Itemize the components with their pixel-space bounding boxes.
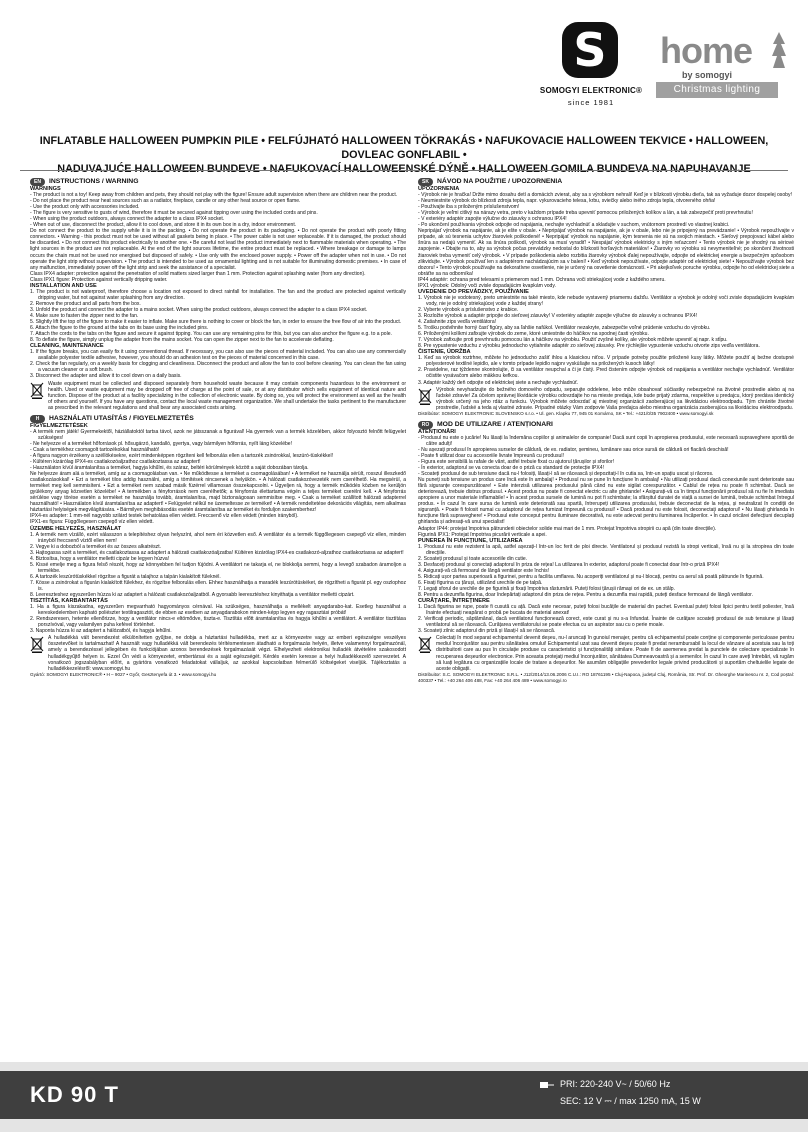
list-item: 3. Naponta húzza ki az adaptert a hálózatból, és hagyja lehűlni.: [30, 628, 172, 635]
warnings-title: FIGYELMEZTETÉSEK: [30, 422, 88, 429]
waste-text: Waste equipment must be collected and disposed separately from household waste because it may contain components hazardous to the environment or health. Used or waste equipment may be dropped off free of charge at the point of sale, or at any distributor which sells equipment of identical nature and function. Dispose of the product at a facility specializing in the collection of electronic waste. By doing so, you will protect the environment as well as the health of others and yourself. If you have any questions, contact the local waste management organization. We shall undertake the tasks pertinent to the manufacturer as prescribed in the relevant regulations and shall bear any associated costs arising.: [48, 380, 406, 411]
list-item: 5. Ridicați ușor partea superioară a figurinei, pentru a facilita umflarea. Nu acoperiți ventilatorul și nu-l blocați, pentru ca aerul să poată pătrunde în figurină.: [418, 573, 764, 580]
spec-primary: PRI: 220-240 V~ / 50/60 Hz: [560, 1079, 671, 1089]
list-item: 3. Rozložte výrobok a adaptér pripojte do sieťovej zásuvky! V exteriéry adaptér zapojte výlučne do zásuvky s ochranou IPX4!: [418, 312, 698, 319]
paragraph: IPX1 výrobok: Odolný voči zvisle dopadajúcim kvapkám vody.: [418, 282, 556, 289]
header: [0, 0, 808, 112]
list-item: 2. Scoateți produsul și toate accesoriile din cutie.: [418, 555, 528, 562]
list-item: 8. Leereszteshez egyszerűen húzza ki az adaptert a hálózati csatlakozóaljzatból. A gyorsabb leeresztéshez kinyithatja a ventilátor melletti cipzárt.: [30, 592, 355, 599]
install-title: PUNEREA ÎN FUNCȚIUNE, UTILIZAREA: [418, 537, 523, 544]
divider: [20, 170, 788, 171]
list-item: 7. Kösse a zsinórokat a figurán kialakított fülekhez, és rögzítse felborulás ellen. Ehhez használhatja a maradék leszúrótüskéket, de rögzítheti a figurát pl. egy oszlophoz is.: [30, 579, 406, 592]
list-item: 6. A tartozék leszúrótüskékkel rögzítse a figurát a talajhoz a talpán kialakított füleknél.: [30, 573, 221, 580]
list-item: 3. Adaptér každý deň odpojte od elektrickej siete a nechajte vychladnúť.: [418, 379, 579, 386]
list-item: 1. Produsul nu este rezistent la apă, astfel așezați-l într-un loc ferit de ploi directe. Ventilatorul și produsul rezistă la stropi verticali, însă nu și la stropirea din toate direcțiile.: [418, 543, 794, 556]
list-item: - În exterior, adaptorul se va conecta doar de o priză cu standard de protecție IPX4!: [418, 465, 605, 472]
list-item: 2. Verificați periodic, săptămânal, dacă ventilatorul funcționează corect, este curat și nu s-a înfundat. Înainte de curățare scoateți produsul de sub tensiune și lăsați ventilatorul să se răcească. Curățarea ventilatorului se poate efectua cu un aspirator sau cu o perie moale.: [418, 616, 794, 629]
paragraph: Adaptor IP44: protejat împotriva pătrunderii obiectelor solide mai mari de 1 mm. Protejat împotriva stropirii cu apă (din toate direcțiile).: [418, 525, 717, 532]
list-item: - Používajte iba s priloženým príslušenstvom!: [418, 204, 520, 211]
section-hu: [30, 415, 406, 678]
somogyi-logo: S: [562, 22, 618, 78]
section-sk: [418, 178, 794, 417]
list-item: - Nu așezați produsul în apropierea surselor de căldură, de ex. radiator, șemineu, lumânare sau orice sursă de căldură ori flacără deschisă!: [418, 446, 729, 453]
list-item: 2. Rendszeresen, hetente ellenőrizze, hogy a ventilátor nincs-e eltömődve, tiszta-e. Tisztítás előtt áramtalanítsa és hagyja kihűlni a ventilátort. A ventilátor tisztítása porszívóval, vagy valamilyen puha kefével történhet.: [30, 616, 406, 629]
paragraph: Nepripájať výrobok na napájanie, ak je ešte v obale. • Nepripájať výrobok na napájanie, ak je v obale, lebo nie je pripojený na prevádzanie! • Výrobok nepoužívajte v prípade, ak sú tesnenia uchytov žiarovíek poškodené! • Nepripájať výrobok na napájanie, kým tesnenia nie sú na svojich miestach. • Sieťový prepojovací kábel alebo šnúra sa nedajú vymeniť. Ak sa šnúra poškodí, výrobok sa musí vyradiť! • Nespájať výrobok elektricky s iným reťazcom! • Tento výrobok nie je vhodný na sériové zapojenie. • Dbajte na to, aby sa výrobok počas prevádzky nedostal do blízkosti horľavých materiálov! • Žiarovky vo výrobku sú nevymeniteľné; po skončení životnosti žiaroviek treba vymeniť celý výrobok. • V prípade poškodenia alebo rozbitia žiarovky výrobok ďalej nepoužívajte, odpojte od elektrickej energie a bezpečným spôsobom zlikvidujte. • Výrobok používať len s adaptérom nachádzajúcim sa v balení! • Keď výrobok nepoužívate, odpojte adaptér od elektrickej siete! • Nepoužívajte výrobok bez dozoru! • Tento výrobok používajte na dekoratívne osvetlenie, nie je určený na osvetlenie domácností. • Pri akejkoľvek poruche výrobku, odpojte ho od elektrickej siete a obráťte sa na odborníka!: [418, 228, 794, 277]
home-logo: [656, 30, 788, 100]
brand-since: since 1981: [567, 98, 615, 107]
title-line-1: INFLATABLE HALLOWEEN PUMPKIN PILE • FELFÚJHATÓ HALLOWEEN TÖKRAKÁS • NAFUKOVACIE HALLOWEEN TEKVICE • HALLOWEEN, DOVLEAC GONFLABIL •: [39, 135, 769, 161]
section-en: [30, 178, 406, 411]
heading-text: MOD DE UTILIZARE / ATENȚIONARI: [437, 420, 553, 428]
list-item: 3. Unfold the product and connect the adapter to a mains socket. When using the product outdoors, always connect the adapter to a class IPX4 socket.: [30, 306, 368, 313]
right-column: [418, 178, 794, 688]
list-item: 1. The product is not waterproof, therefore choose a location not exposed to direct rainfall for installation. The fan and the product are protected against vertically dripping water, but not against water splashing from any direction.: [30, 288, 406, 301]
list-item: - V exteriéry adaptér zapojte výlučne do zásuvky s ochranou IPX4!: [418, 216, 567, 223]
list-item: 2. Pravidelne, raz týždenne skontrolujte, či sa ventilátor neupchal a či je čistý. Pred čistením odpojte výrobok od napájania a ventilátor nechajte vychladnúť. Ventilátor očistite vysávačom alebo mäkkou kefkou.: [418, 367, 794, 380]
list-item: - Kültéren kizárólag IPX4-es csatlakozóaljzathoz csatlakoztassa az adaptert!: [30, 459, 201, 466]
list-item: 8. Pre vypustenie vzduchu z výrobku jednoducho vytiahnite adaptér zo sieťovej zásuvky. Pre rýchlejšie vypustenie vzduchu otvorte zips vedľa ventilátora.: [418, 343, 760, 350]
list-item: 8. Pentru a dezumfla figurina, doar îndepărtați adaptorul din priza de rețea. Pentru a dezumfla mai rapidă, puteți desface fermoarul de lângă ventilator.: [418, 592, 753, 599]
list-item: - When using the product outdoors, always connect the adapter to a class IPX4 socket.: [30, 216, 225, 223]
lang-badge-sk: SK: [418, 178, 433, 186]
waste-text: Výrobok nevyhadzujte do bežného domového odpadu, separujte oddelene, lebo môže obsahovať súčiastky nebezpečné na životné prostredie alebo aj na ľudské zdravie! Za účelom správnej likvidácie výrobku odovzdajte ho na mieste predaja, kde bude prijatý zdarma, respektíve u predajcu, ktorý predáva identický výrobok určený na jeho rdáz a funkciu. Výrobok môžete odovzdať aj miestnej organizácii zaoberajúcej sa likvidáciou elektroodpadu. Tým chránite životné prostredie, ľudské a teda aj vlastné zdravie. Prípadné otázky Vám zodpovie Vaša predajca alebo miestna organizácia zaoberajúca sa likvidáciou elektroodpadu.: [436, 386, 794, 411]
power-adapter-icon: [540, 1080, 554, 1090]
lang-badge-hu: H: [30, 415, 45, 423]
list-item: - A termék nem játék! Gyermekektől, háziállatoktól tartsa távol, azok ne játsszanak a figurával! Ha gyermek van a termék közelében, akkor folyosztó felnőtt felügyelet szükséges!: [30, 428, 406, 441]
install-title: INSTALLATION AND USE: [30, 282, 97, 289]
section-hu-heading: [30, 415, 406, 423]
list-item: - Figura este sensibilă la rafale de vânt, astfel trebuie fixat cu ajutorul țărușilor și sforilor!: [418, 459, 615, 466]
section-sk-heading: [418, 178, 794, 186]
waste-notice: [418, 635, 794, 671]
left-column: [30, 178, 406, 682]
model-number: KD 90 T: [30, 1082, 119, 1107]
clean-title: CURĂȚARE, ÎNTREȚINERE: [418, 598, 490, 605]
spec-secondary: SEC: 12 V ⎓ / max 1250 mA, 15 W: [560, 1096, 701, 1106]
list-item: - A figura nagyon érzékeny a széllökésekre, ezért mindenképpen rögzíteni kell felborulás ellen a tartozék zsinórokkal, leszúró-tüskékkel!: [30, 452, 333, 459]
list-item: - Use the product only with accessories included.: [30, 204, 140, 211]
paragraph: Do not connect the product to the supply while it is in the packing. • Do not operate the product in its packaging. • Do not operate the product with poorly fitting connectors. • Warning - this product must not be used without all gaskets being in place. • The power cable is not user replaceable. If it is damaged, the product should be discarded. • Do not connect this product electrically to another one. • Be careful not lead the product immediately next to flammable materials when operating. • The light sources in the product are not replaceable. At the end of the light sources lifetime, the entire product must be replaced. • Where breakage or damage to lamps occurs the chain must not be used nor energised but disposed of safely. • Use only with the enclosed power supply. • Power off the adapter when not in use. • Do not operate the light strip without supervision. • The product is intended to be used as ornamental lighting and is not suitable for illuminating domestic premises. • In case of any malfunction, immediately power off the light strip and seek the assistance of a specialist.: [30, 228, 406, 271]
crossed-bin-icon: [30, 635, 44, 653]
list-item: - Po ukončení používania výrobok odpojte od napájania, nechajte vychladnúť a skladujte v suchom, vnútornom prostredí vo vlastnej krabici.: [418, 222, 730, 229]
paragraph: IPX4-es adapter: 1 mm-nél nagyobb szilárd testek behatolása ellen védett. Freccsenő víz ellen védett (minden irányból).: [30, 513, 299, 520]
list-item: 1. Ha a figura kiszakadna, egyszerűen megvarrható hagyományos cérnával. Ha szükséges, használhatja a mellékelt anyagdarabo-kat. Esetleg használhat a kereskedelemben kapható poliészter textilragasztót, de ebben az esetben az anyagdarabokon minden-képp legyen egy ragasztási próbát!: [30, 604, 406, 617]
heading-text: HASZNÁLATI UTASÍTÁS / FIGYELMEZTETÉS: [49, 414, 194, 422]
waste-notice: [30, 635, 406, 671]
paragraph: Ne helyezze áram alá a terméket, amíg az a csomagolásban van. • Ne működtesse a terméket a csomagolásában! • A terméket ne használja sérült, rosszul illeszkedő csatlakozásokkal! • Ezt a terméket tilos addig használni, amíg a tömítések nincsenek a helyükön. • A hálózati csatlakozóvezeték nem cserélhető. Ha megsérül, a terméket meg kell semmisíteni. • Ezt a terméket nem szabad másik füzérrel villamosan összekapcsolni. • Ügyeljen rá, hogy a termék működés közben ne kerüljön gyúlékony anyag közvetlen közelébe! • A termékben a fényforrások nem cserélhetők; a fényforrás élettartama végén a teljes terméket cserélni kell. • A fényforrás sérülése vagy törése esetén a terméket ne használja tovább, áramtalanítsa, majd biztonságosan semmisítse meg. • Csak a terméket szállított hálózati adapterrel használható! • Használaton kívül áramtalanítsa az adaptert! • Felügyelet nélkül ne üzemeltesse ze terméket! • A termék rendeltetése dekorációs világítás, nem alkalmas háztartási helyiségek megvilágítására. • Bármilyen meghibásodás esetén áramtalanítsa az terméket és forduljon szakemberhez!: [30, 471, 406, 514]
list-item: 2. Vyberte výrobok a príslušenstvo z krabice.: [418, 306, 519, 313]
list-item: 5. Trošku podvihnite horný časť figúry, aby sa ľahšie nafúkol. Ventilátor nezakryte, zabezpečte voľné prúdenie vzduchu do výrobku.: [418, 325, 711, 332]
list-item: 1. Dacă figurina se rupe, poate fi cusută cu ață. Dacă este necesar, puteți folosi bucățile de material din pachet. Eventual puteți folosi lipici pentru textil poliester, însă înainte efectuați neapărat o probă pe bucata de material anexat!: [418, 604, 794, 617]
warnings-title: WARNINGS: [30, 186, 61, 192]
lang-badge-ro: RO: [418, 421, 433, 429]
section-ro-heading: [418, 421, 794, 429]
list-item: - The product is not a toy! Keep away from children and pets, they should not play with the figure! Ensure adult supervision when there are children near the product.: [30, 192, 398, 199]
list-item: 1. Keď sa výrobok roztrhne, môžete ho jednoducho zašiť ihlou a klasickou niťou. V prípade potreby použite priložené kusy látky. Môžete použiť aj bežne dostupné polyesterové textilné lepidlo, ale v tomto prípade lepidlo najprv vyskúšajte na priložených kusoch látky!: [418, 355, 794, 368]
brand-name: SOMOGYI ELEKTRONIC®: [539, 86, 643, 95]
waste-notice: [30, 381, 406, 411]
list-item: 4. Make sure to fasten the zipper next to the fan.: [30, 312, 139, 319]
section-ro: [418, 421, 794, 684]
lang-badge-en: EN: [30, 178, 45, 186]
list-item: - Használaton kívül áramtalanítsa a terméket, hagyja kihűlni, és száraz, beltéri körülmények között a saját dobozában tárolja.: [30, 465, 309, 472]
waste-text: A hulladékká vált berendezést elkülönítetten gyűjtse, ne dobja a háztartási hulladékba, mert az a környezetre vagy az emberi egészségre veszélyes összetevőket is tartalmazhat! A használt vagy hulladékká vált berendezés térítésmentesen átadható a forgalmazás helyén, illetve valamennyi forgalmazónál, amely a berendezéssel jellegében és funkciójában azonos berendezések forgalmazását végzi. Elhelyezheti elektronikai hulladék átvételére szakosodott hulladékgyűjtő helyen is. Ezzel Ön védi a környezetet, embertársai és a saját egészségét. Kérdés esetén keresse a helyi hulladékkezelő szervezetet. A vonatkozó jogszabályban előírt, a gyártóra vonatkozó feladatokat vállaljuk, az azokkal kapcsolatban felmerülő költségeket viseljük. Tájékoztatás a hulladékkezelésről: www.somogyi.hu: [48, 635, 406, 672]
clean-title: ČISTENIE, ÚDRŽBA: [418, 349, 471, 356]
clean-title: CLEANING, MAINTENANCE: [30, 343, 104, 350]
clean-title: TISZTÍTÁS, KARBANTARTÁS: [30, 598, 108, 605]
footer-band: [0, 1071, 808, 1119]
list-item: 1. Výrobok nie je vodotesný, preto umiestnite na také miesto, kde nebude vystavený priamemu dažďu. Ventilátor a výrobok je odolný voči zvisle dopadajúcim kvapkám vody, nie je odolný striekajúcej vode z každej strany!: [418, 294, 794, 307]
list-item: 3. Disconnect the adapter and allow it to cool down on a daily basis.: [30, 373, 182, 380]
title-line-2: NADUVAJUĆE HALLOWEEN BUNDEVE • NAFUKOVACÍ HALLOWEENSKÉ DÝNĚ • HALLOWEEN GOMILA BUNDEVA NA NAPUHAVANJE: [57, 163, 751, 175]
home-tagline: Christmas lighting: [656, 82, 778, 98]
list-item: 1. A termék nem vízálló, ezért válasszon a telepítéshez olyan helyszínt, ahol nem éri közvetlen eső. A ventilátor és a termék függőlegesen csepegő víz ellen, minden irányból freccsenő víztől ellen nem!: [30, 531, 406, 544]
list-item: 4. Asigurați-vă că fermoarul de lângă ventilator este închis!: [418, 567, 550, 574]
list-item: - Výrobok je veľmi citlivý na nárazy vetra, preto v každom prípade treba upevniť pomocou priložených kolíkov a lán, a tak zabezpečiť proti prevrhnutiu!: [418, 210, 753, 217]
distributor-line: Distribuitor: S.C. SOMOGYI ELEKTRONIC S.R.L. • J12/2014/13.06.2006 C.U.I.: RO 18761195 • Cluj-Napoca, județul Cluj, România, Str. Prof. Dr. Gheorghe Marinescu nr. 2, Cod poștal: 400337 • Tel.: +40 264 406 488, Fax: +40 264 406 489 • www.somogyi.ro: [418, 671, 794, 683]
section-en-heading: [30, 178, 406, 186]
list-item: 4. Zatiahnite zips vedľa ventilátora!: [418, 319, 497, 326]
list-item: 3. Desfaceți produsul și conectați adaptorul în priza de rețea! La utilizarea în exterior, adaptorul poate fi conectat doar într-o priză IPX4!: [418, 561, 720, 568]
list-item: 6. Priloženými kolíkmi zafixujte výrobok do zeme, ktoré umiestnite do háčikov na spodnej časti výrobku.: [418, 331, 649, 338]
list-item: 8. To deflate the figure, simply unplug the adapter from the mains socket. You can open the zipper next to the fan to accelerate deflating.: [30, 337, 334, 344]
list-item: 2. Check the fan regularly, on a weekly basis for clogging and cleanliness. Disconnect the product and allow the fan to cool before cleaning. You can clean the fan using a vacuum cleaner or a soft brush.: [30, 361, 406, 374]
list-item: - Do not place the product near heat sources such as a radiator, fireplace, candle or any other heat source or open flame.: [30, 198, 301, 205]
list-item: 5. Slightly lift the top of the figure to make it easier to inflate. Make sure there is nothing to cover or block the fan, in order to ensure the free flow of air into the product.: [30, 319, 402, 326]
paragraph: IPX1-es figura: Függőlegesen csepegő víz ellen védett.: [30, 519, 154, 526]
distributor-line: Gyártó: SOMOGYI ELEKTRONIC® • H – 9027 • Győr, Gesztenyefa út 3. • www.somogyi.hu: [30, 671, 217, 677]
paragraph: Figurină IPX1: Protejat împotriva picurării verticale a apei.: [418, 531, 547, 538]
list-item: 6. Fixați figurina cu țăruși, utilizând urechile de pe talpă.: [418, 579, 543, 586]
list-item: 1. If the figure breaks, you can easily fix it using conventional thread. If necessary, you can also use the pieces of material included. You can also use any commercially available polyester textile adhesive, however, you should do an adhesion test on the pieces of material concerned in this case.: [30, 349, 406, 362]
warnings-title: ATENȚIONĂRI: [418, 428, 456, 435]
warnings-title: UPOZORNENIA: [418, 186, 460, 192]
tree-icon: [772, 32, 786, 70]
list-item: 2. Remove the product and all parts from the box.: [30, 300, 141, 307]
home-by: by somogyi: [682, 70, 733, 80]
home-word: home: [660, 30, 753, 71]
list-item: 3. Hajtogassa szét a terméket, és csatlakoztassa az adaptert a hálózati csatlakozóaljzatba! Kültéren kizárólag IPX4-es csatlakozó-aljzathoz csatlakoztassa az adaptert!: [30, 549, 404, 556]
list-item: - Produsul nu este o jucărie! Nu lăsați la îndemâna copiilor și animalelor de companie! Dacă sunt copii în apropierea produsului, este necesară supraveghere sporită de către adulți!: [418, 434, 794, 447]
list-item: 7. Výrobok zafixujte proti prevrhnutiu pomocou lán a háčikov na výrobku. Použiť zvyšné kolíky, ale výrobok môžete upevniť aj napr. k stĺpu.: [418, 337, 728, 344]
crossed-bin-icon: [418, 635, 432, 653]
paragraph: Class IPX1 figure: Protection against vertically dripping water.: [30, 276, 168, 283]
list-item: 6. Attach the figure to the ground at the tabs on its base using the included pins.: [30, 325, 209, 332]
list-item: - The figure is very sensitive to gusts of wind, therefore it must be secured against tipping over using the included cords and pins.: [30, 210, 318, 217]
crossed-bin-icon: [418, 387, 432, 405]
waste-notice: [418, 387, 794, 411]
paragraph: Class IPX4 adapter: protection against the penetration of solid matters sized larger than 1 mm. Protection against splashing water (from any direction).: [30, 270, 366, 277]
paragraph: IP44 adaptér: ochrana pred telesami s priemerom nad 1 mm. Ochrana voči striekajúcej vode z každého smeru.: [418, 276, 666, 283]
list-item: - Scoateți produsul de sub tensiune dacă nu-l folosiți, lăsați-l să se răcească și depozitați-l în cutia sa, într-un spațiu uscat și răcoros.: [418, 471, 714, 478]
install-title: ÜZEMBE HELYEZÉS, HASZNÁLAT: [30, 525, 122, 532]
list-item: - Poate fi utilizat doar cu accesoriile livrate împreună cu produsul!: [418, 452, 564, 459]
list-item: 3. Scoateți zilnic adaptorul din priză și lăsați-l să se răcească.: [418, 628, 556, 635]
crossed-bin-icon: [30, 381, 44, 399]
install-title: UVEDENIE DO PREVÁDZKY, POUŽÍVANIE: [418, 288, 529, 295]
list-item: 2. Vegye ki a dobozból a terméket és az összes alkatrészt.: [30, 543, 162, 550]
heading-text: NÁVOD NA POUŽITIE / UPOZORNENIA: [437, 178, 563, 185]
list-item: - When out of use, disconnect the product, allow it to cool down, and store it in its own box in a dry, indoor environment.: [30, 222, 297, 229]
heading-text: INSTRUCTIONS / WARNING: [49, 178, 139, 185]
list-item: 7. Attach the cords to the tabs on the figure and secure it against tipping. You can use any remaining pins for this, but you can also anchor the figure e.g. to a pole.: [30, 331, 392, 338]
list-item: 4. Biztosítsa, hogy a ventilátor melletti cipzár be legyen húzva!: [30, 555, 170, 562]
list-item: 7. Legați sforul de urechile de pe figurină și fixați împotriva răsturnării. Puteți folosi țărușii rămași ori de ex. un stâlp.: [418, 586, 675, 592]
list-item: - Neumiestnite výrobok do blízkosti zdroja tepla, napr. vykurovacieho telesa, krbu, sviečky alebo iného zdroja tepla, otvoreného ohňa!: [418, 198, 716, 205]
waste-text: Colectați în mod separat echipamentul devenit deșeu, nu-l aruncați în gunoiul menajer, pentru că echipamentul poate conține și componente periculoase pentru mediul înconjurător sau pentru sănătatea omului! Echipamentul uzat sau devenit deșeu poate fi predat nerambursabil la locul de vânzare al acestuia sau la toți distribuitorii care au pus în circulație produse cu caracteristici și funcționalități similare. Poate fi de asemenea predat la punctele de colectare specializate în recuperarea deșeurilor electronice. Prin aceasta protejați mediul înconjurător, sănătatea Dumneavoastră și a semenilor. În cazul în care aveți întrebări, vă rugăm să luați legătura cu organizațiile locale de tratare a deșeurilor. Ne asumăm obligațiile prevederilor legale privind producătorii și suportăm cheltuielile legate de aceste obligații.: [436, 635, 794, 672]
paragraph: Nu puneți sub tensiune un produs care încă este în ambalaj! • Produsul nu se pune în funcțiune în ambalaj! • Nu utilizați produsul dacă conexiunile sunt deteriorate sau fără siguranțe corespunzătoare! • Este interzisă utilizarea produsului până când nu este sigilat corespunzător. • Cablul de rețea nu poate fi schimbat. Dacă se deteriorează, trebuie distrus produsul. • Acest produs nu poate fi conectat electric cu alte ghirlande! • Asigurați-vă ca în timpul funcționării produsul să nu fie în imediata apropiere a unor materiale inflamabile! • În acest produs sursele de lumină nu pot fi schimbate; la sfârșitul duratei de viață a sursei de lumină, trebuie schimbat întregul produs. • În cazul în care sursa de lumină este deteriorată sau spartă, întrerupeți utilizarea produsului, trebuie deconectat de la rețea, și neutralizat în condiții de siguranță. • Poate fi folosit numai cu adaptorul de rețea furnizat împreună cu produsul! • Dacă produsul nu este folosit, deconectați adaptorul! • Nu lăsați ghirlanda în funcțiune fără supraveghere! • Produsul este conceput pentru iluminare decorativă, nu este adecvat pentru iluminarea încăperilor. • În cazul oricărei defecțiuni decuplați ghirlanda și adresați-vă unui specialist!: [418, 477, 794, 526]
list-item: - Ne helyezze el a terméket hőforrások pl. hősugárzó, kandalló, gyertya, vagy bármilyen hőforrás, nyílt láng közelébe!: [30, 440, 293, 447]
distributor-line: Distribútor: SOMOGYI ELEKTRONIC SLOVENSKO s.r.o. • Ul. gen. Klapku 77, 945 01 Komárno, SK • Tel.: +421/0/35 7902400 • www.somogyi.sk: [418, 410, 714, 416]
list-item: - Csak a termékhez csomagolt tartozékokkal használható!: [30, 446, 160, 453]
list-item: - Výrobok nie je hračka! Držte mimo dosahu detí a domácich zvierat, aby sa s výrobkom nehrali! Keď je v blízkosti výrobku dieťa, tak sa vyžaduje dozor dospelej osoby!: [418, 192, 792, 199]
list-item: 5. Kissé emelje meg a figura felső részét, hogy az könnyebben fel tudjon fújódni. A ventilátort ne takarja el, ne blokkolja semmi, hogy a levegő szabadon áramoljon a termékbe.: [30, 561, 406, 574]
